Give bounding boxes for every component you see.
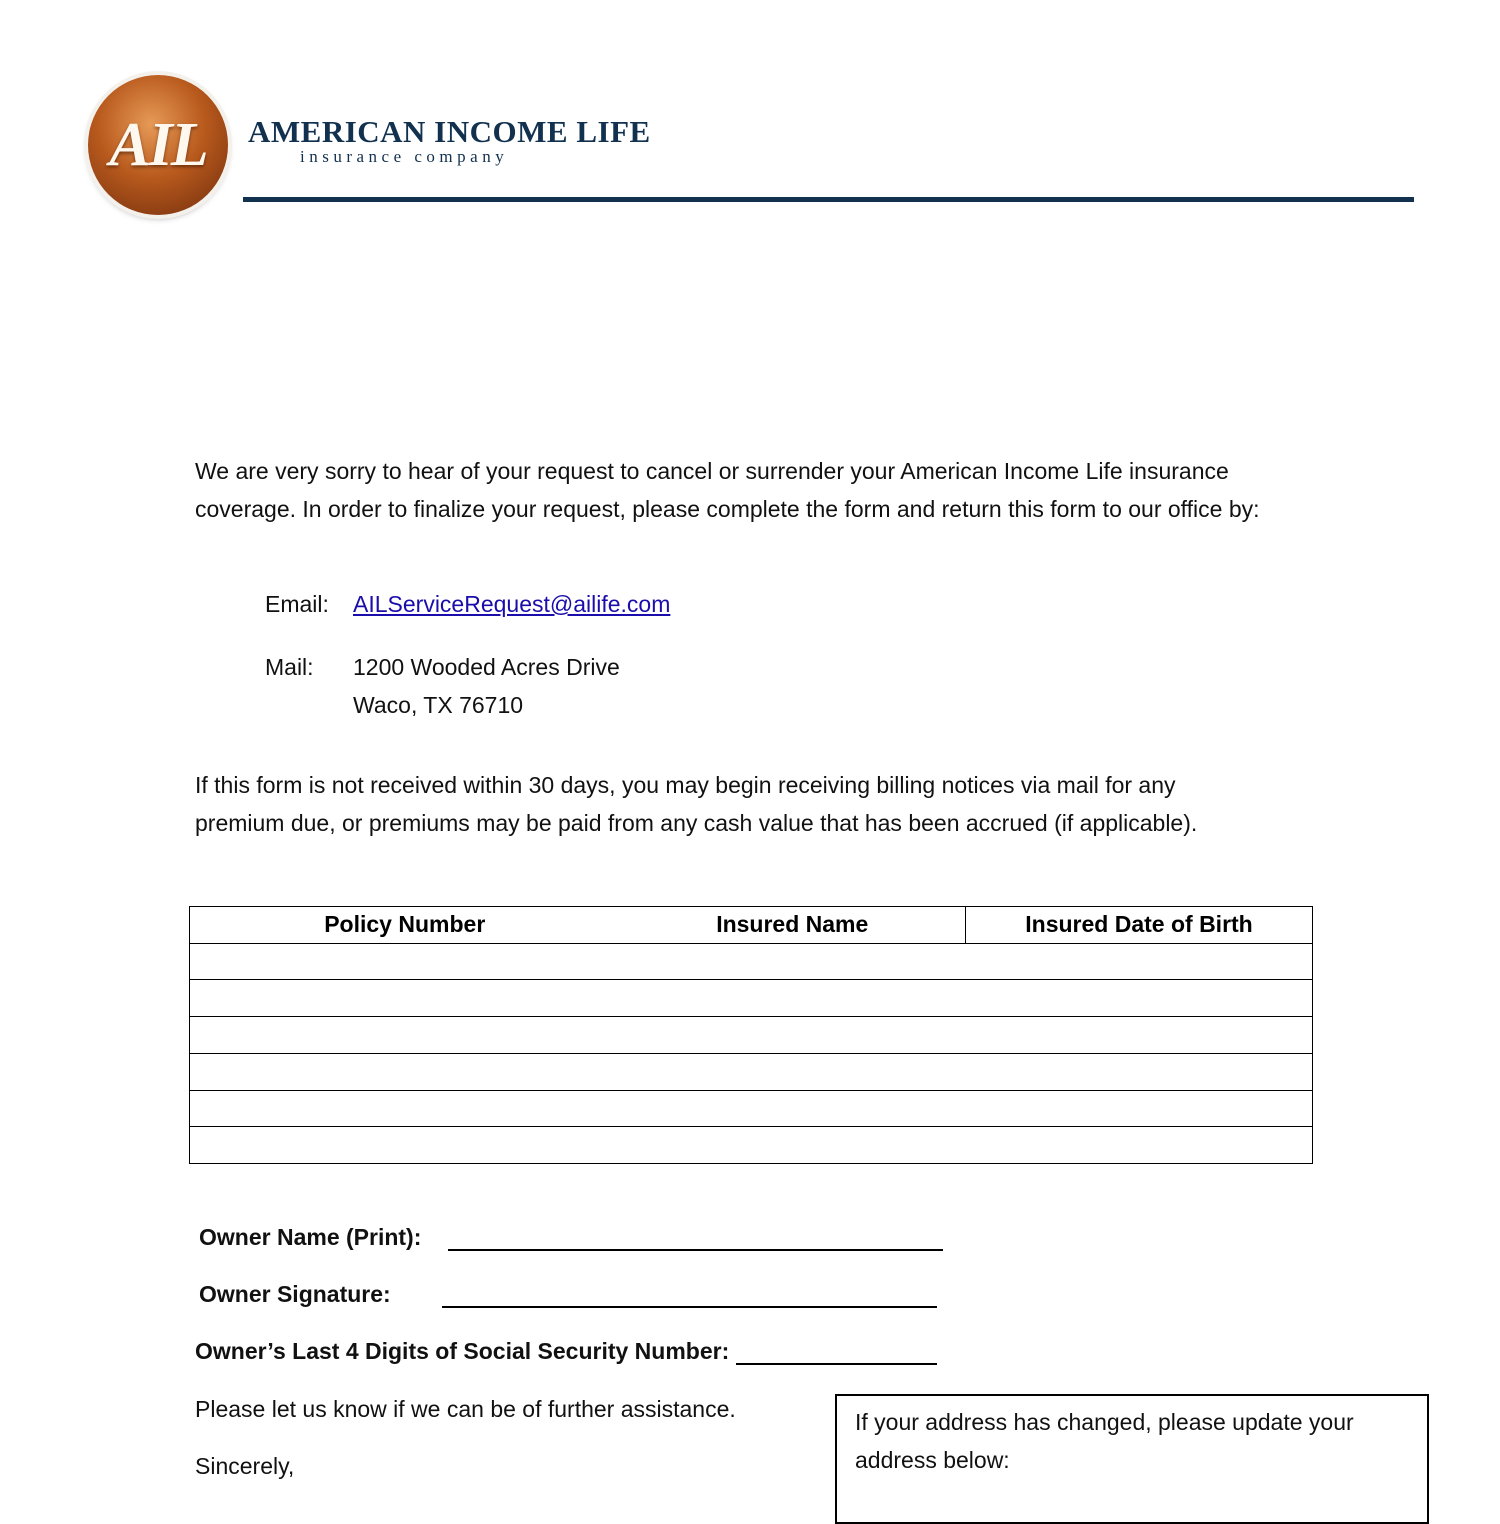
owner-signature-label: Owner Signature: bbox=[199, 1281, 391, 1307]
notice-paragraph: If this form is not received within 30 days, you may begin receiving billing notices via mail for any premium due, or premiums may be paid from any cash value that has been accrued (if applicable). bbox=[195, 772, 1198, 836]
table-row[interactable] bbox=[190, 1090, 1313, 1127]
table-row[interactable] bbox=[190, 1017, 1313, 1054]
owner-name-label: Owner Name (Print): bbox=[199, 1224, 422, 1250]
header-divider bbox=[243, 197, 1414, 202]
company-logo-seal bbox=[88, 75, 228, 215]
table-cell[interactable] bbox=[190, 1017, 1313, 1054]
logo-monogram: AIL bbox=[109, 110, 207, 179]
company-subtitle: insurance company bbox=[300, 147, 509, 166]
table-row[interactable] bbox=[190, 943, 1313, 980]
mail-address-line1: 1200 Wooded Acres Drive bbox=[353, 654, 620, 680]
owner-signature-field[interactable] bbox=[442, 1306, 937, 1308]
mail-label: Mail: bbox=[265, 654, 314, 680]
ssn-field[interactable] bbox=[736, 1363, 937, 1365]
policy-table bbox=[189, 906, 1313, 1164]
table-row[interactable] bbox=[190, 1127, 1313, 1164]
table-cell[interactable] bbox=[190, 1127, 1313, 1164]
email-label: Email: bbox=[265, 591, 329, 617]
table-row[interactable] bbox=[190, 980, 1313, 1017]
table-cell[interactable] bbox=[190, 943, 1313, 980]
email-link[interactable]: AILServiceRequest@ailife.com bbox=[353, 591, 671, 617]
table-cell[interactable] bbox=[190, 980, 1313, 1017]
header-insured-name: Insured Name bbox=[620, 907, 966, 944]
table-cell[interactable] bbox=[190, 1053, 1313, 1090]
intro-paragraph: We are very sorry to hear of your request to cancel or surrender your American Income Life insurance coverage. In order to finalize your request, please complete the form and return this form to our office by: bbox=[195, 458, 1260, 522]
assistance-text: Please let us know if we can be of further assistance. bbox=[195, 1396, 736, 1422]
sign-off-text: Sincerely, bbox=[195, 1453, 295, 1479]
header-policy-number: Policy Number bbox=[190, 907, 620, 944]
company-name: AMERICAN INCOME LIFE bbox=[248, 114, 651, 149]
header-insured-dob: Insured Date of Birth bbox=[966, 907, 1313, 944]
table-row[interactable] bbox=[190, 1053, 1313, 1090]
mail-address-line2: Waco, TX 76710 bbox=[353, 692, 524, 718]
ssn-label: Owner’s Last 4 Digits of Social Security Number: bbox=[195, 1338, 730, 1364]
table-header-row bbox=[190, 907, 1313, 944]
address-change-text: If your address has changed, please update your address below: bbox=[855, 1409, 1354, 1473]
owner-name-field[interactable] bbox=[448, 1249, 943, 1251]
address-change-box[interactable] bbox=[835, 1394, 1429, 1524]
table-cell[interactable] bbox=[190, 1090, 1313, 1127]
